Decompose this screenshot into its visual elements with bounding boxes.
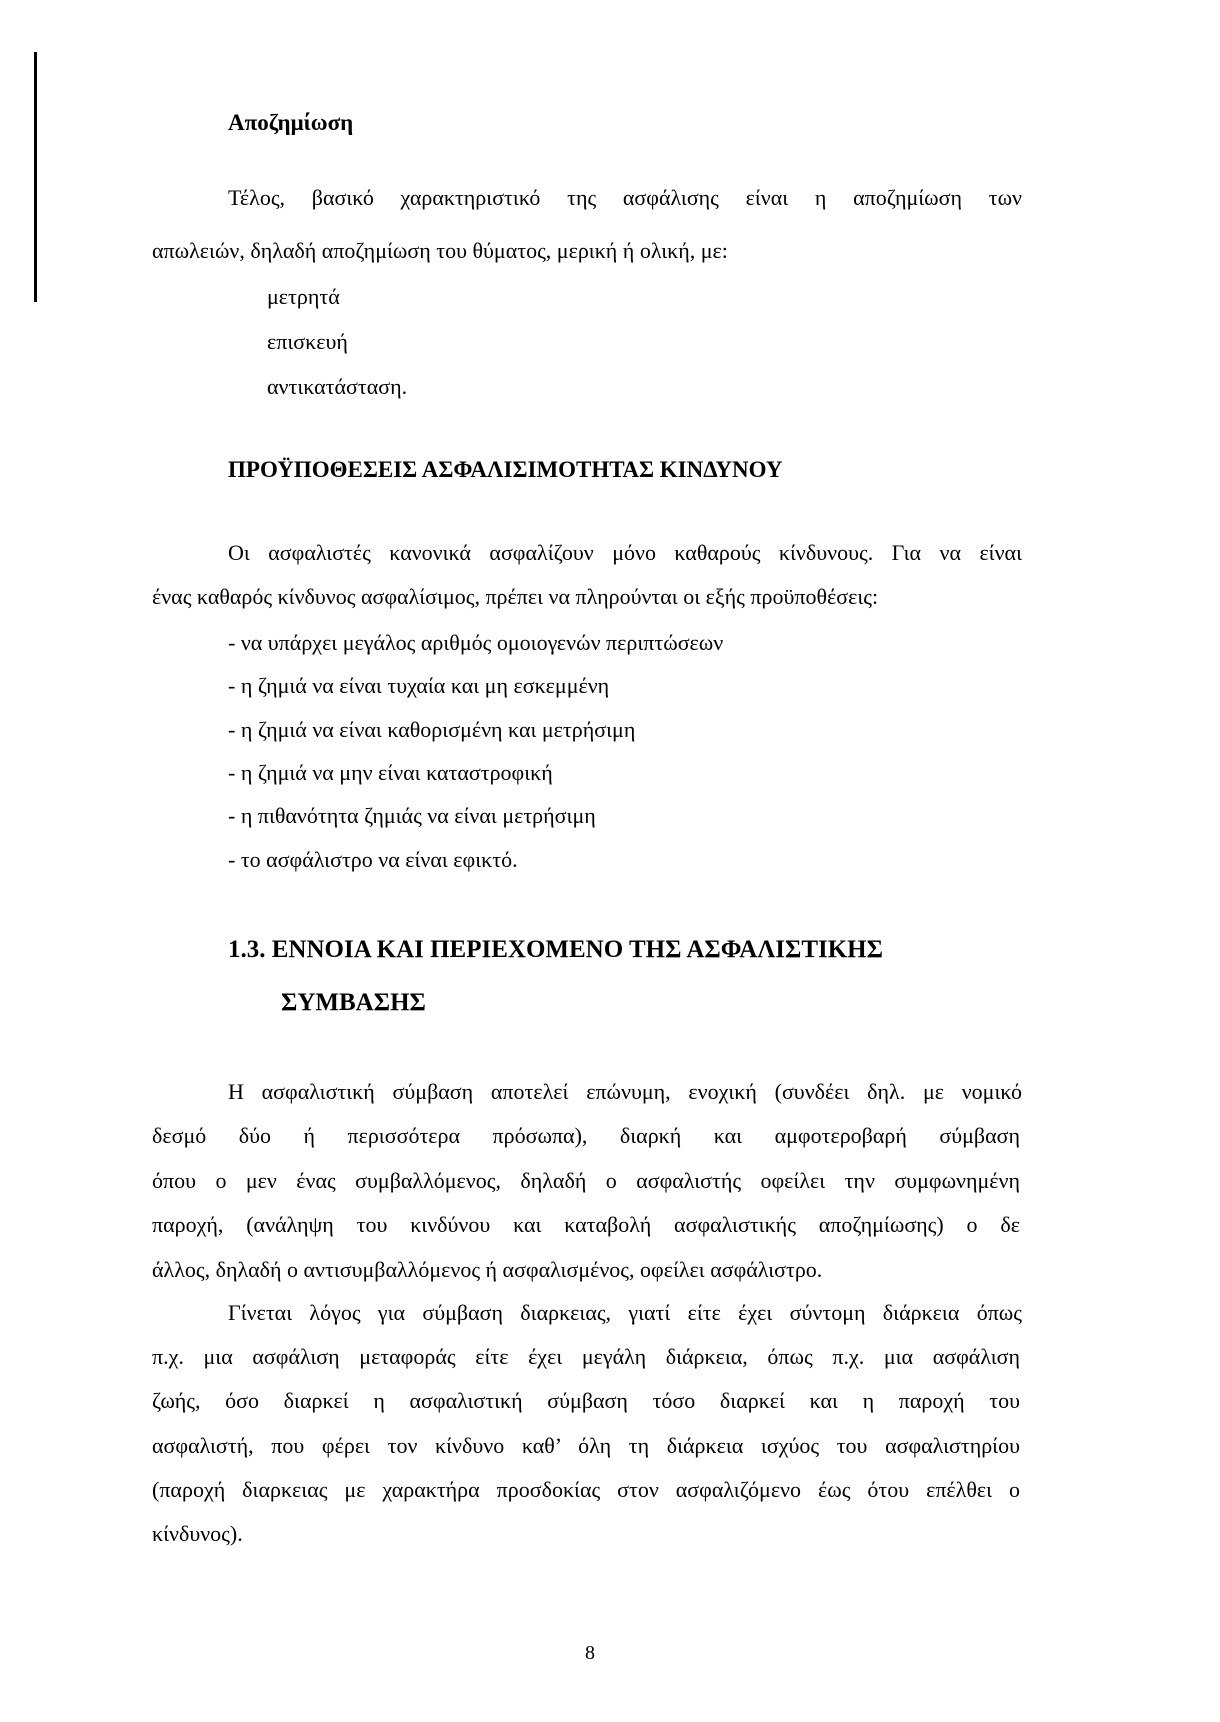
heading-compensation: Αποζημίωση (228, 110, 354, 135)
para1-line1: Τέλος, βασικό χαρακτηριστικό της ασφάλισης είναι η αποζημίωση των (228, 185, 1022, 210)
para4-line2: π.χ. μια ασφάλιση μεταφοράς είτε έχει μεγάλη διάρκεια, όπως π.χ. μια ασφάλιση (152, 1344, 1020, 1369)
condition-item: - η πιθανότητα ζημιάς να είναι μετρήσιμη (228, 803, 596, 828)
para3-line4: παροχή, (ανάληψη του κινδύνου και καταβολή ασφαλιστικής αποζημίωσης) ο δε (152, 1212, 1020, 1237)
para4-line4: ασφαλιστή, που φέρει τον κίνδυνο καθ’ όλη τη διάρκεια ισχύος του ασφαλιστηρίου (152, 1433, 1020, 1458)
margin-rule (34, 52, 37, 302)
section-heading-line2: ΣΥΜΒΑΣΗΣ (281, 989, 426, 1016)
condition-item: - η ζημιά να είναι καθορισμένη και μετρήσιμη (228, 717, 636, 742)
section-heading-line1: 1.3. ΕΝΝΟΙΑ ΚΑΙ ΠΕΡΙΕΧΟΜΕΝΟ ΤΗΣ ΑΣΦΑΛΙΣΤΙΚΗΣ (228, 936, 883, 963)
condition-item: - η ζημιά να μην είναι καταστροφική (228, 760, 553, 785)
form-item-cash: μετρητά (267, 284, 340, 309)
para3-line1: Η ασφαλιστική σύμβαση αποτελεί επώνυμη, ενοχική (συνδέει δηλ. με νομικό (228, 1079, 1022, 1104)
para4-line6: κίνδυνος). (152, 1521, 243, 1546)
para1-line2: απωλειών, δηλαδή αποζημίωση του θύματος, μερική ή ολική, με: (152, 238, 728, 263)
para3-line3: όπου ο μεν ένας συμβαλλόμενος, δηλαδή ο ασφαλιστής οφείλει την συμφωνημένη (152, 1168, 1020, 1193)
heading-conditions: ΠΡΟΫΠΟΘΕΣΕΙΣ ΑΣΦΑΛΙΣΙΜΟΤΗΤΑΣ ΚΙΝΔΥΝΟΥ (228, 457, 783, 482)
form-item-repair: επισκευή (267, 329, 348, 354)
condition-item: - η ζημιά να είναι τυχαία και μη εσκεμμένη (228, 673, 610, 698)
para2-line1: Οι ασφαλιστές κανονικά ασφαλίζουν μόνο καθαρούς κίνδυνους. Για να είναι (228, 540, 1022, 565)
para3-line2: δεσμό δύο ή περισσότερα πρόσωπα), διαρκή και αμφοτεροβαρή σύμβαση (152, 1123, 1020, 1148)
para4-line3: ζωής, όσο διαρκεί η ασφαλιστική σύμβαση τόσο διαρκεί και η παροχή του (152, 1388, 1020, 1413)
para4-line5: (παροχή διαρκειας με χαρακτήρα προσδοκίας στον ασφαλιζόμενο έως ότου επέλθει ο (152, 1477, 1020, 1502)
condition-item: - να υπάρχει μεγάλος αριθμός ομοιογενών περιπτώσεων (228, 630, 724, 655)
condition-item: - το ασφάλιστρο να είναι εφικτό. (228, 847, 518, 872)
para4-line1: Γίνεται λόγος για σύμβαση διαρκειας, γιατί είτε έχει σύντομη διάρκεια όπως (228, 1300, 1022, 1325)
page-number: 8 (585, 1642, 595, 1664)
para2-line2: ένας καθαρός κίνδυνος ασφαλίσιμος, πρέπει να πληρούνται οι εξής προϋποθέσεις: (152, 584, 879, 609)
para3-line5: άλλος, δηλαδή ο αντισυμβαλλόμενος ή ασφαλισμένος, οφείλει ασφάλιστρο. (152, 1257, 823, 1282)
form-item-replacement: αντικατάσταση. (267, 374, 408, 399)
